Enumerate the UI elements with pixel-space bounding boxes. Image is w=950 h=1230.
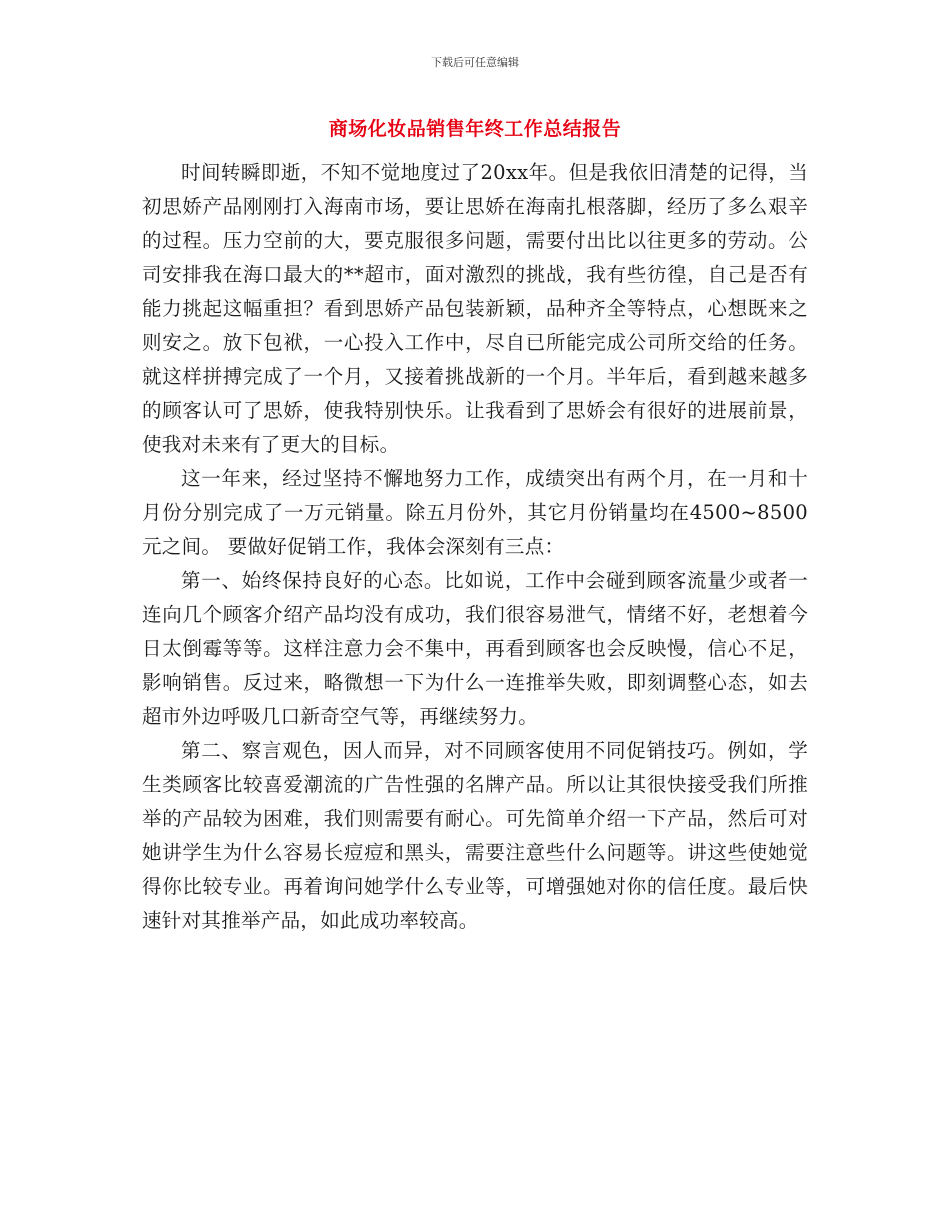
- document-title: 商场化妆品销售年终工作总结报告: [328, 118, 622, 140]
- paragraph-sales-summary: 这一年来，经过坚持不懈地努力工作，成绩突出有两个月，在一月和十月份分别完成了一万元销量。除五月份外，其它月份销量均在4500~8500元之间。 要做好促销工作，我体会深刻有三点：: [142, 467, 808, 558]
- paragraph-point-one: 第一、始终保持良好的心态。比如说，工作中会碰到顾客流量少或者一连向几个顾客介绍产品均没有成功，我们很容易泄气，情绪不好，老想着今日太倒霉等等。这样注意力会不集中，再看到顾客也会反映慢，信心不足，影响销售。反过来，略微想一下为什么一连推举失败，即刻调整心态，如去超市外边呼吸几口新奇空气等，再继续努力。: [142, 569, 808, 728]
- document-body: [142, 156, 808, 938]
- paragraph-intro: 时间转瞬即逝，不知不觉地度过了20xx年。但是我依旧清楚的记得，当初思娇产品刚刚打入海南市场，要让思娇在海南扎根落脚，经历了多么艰辛的过程。压力空前的大，要克服很多问题，需要付出比以往更多的劳动。公司安排我在海口最大的**超市，面对激烈的挑战，我有些彷徨，自己是否有能力挑起这幅重担？看到思娇产品包装新颖，品种齐全等特点，心想既来之则安之。放下包袱，一心投入工作中，尽自已所能完成公司所交给的任务。就这样拼搏完成了一个月，又接着挑战新的一个月。半年后，看到越来越多的顾客认可了思娇，使我特别快乐。让我看到了思娇会有很好的进展前景，使我对未来有了更大的目标。: [142, 161, 808, 456]
- header-note: 下载后可任意编辑: [431, 56, 519, 69]
- paragraph-point-two: 第二、察言观色，因人而异，对不同顾客使用不同促销技巧。例如，学生类顾客比较喜爱潮流的广告性强的名牌产品。所以让其很快接受我们所推举的产品较为困难，我们则需要有耐心。可先简单介绍一下产品，然后可对她讲学生为什么容易长痘痘和黑头，需要注意些什么问题等。讲这些使她觉得你比较专业。再着询问她学什么专业等，可增强她对你的信任度。最后快速针对其推举产品，如此成功率较高。: [142, 739, 808, 932]
